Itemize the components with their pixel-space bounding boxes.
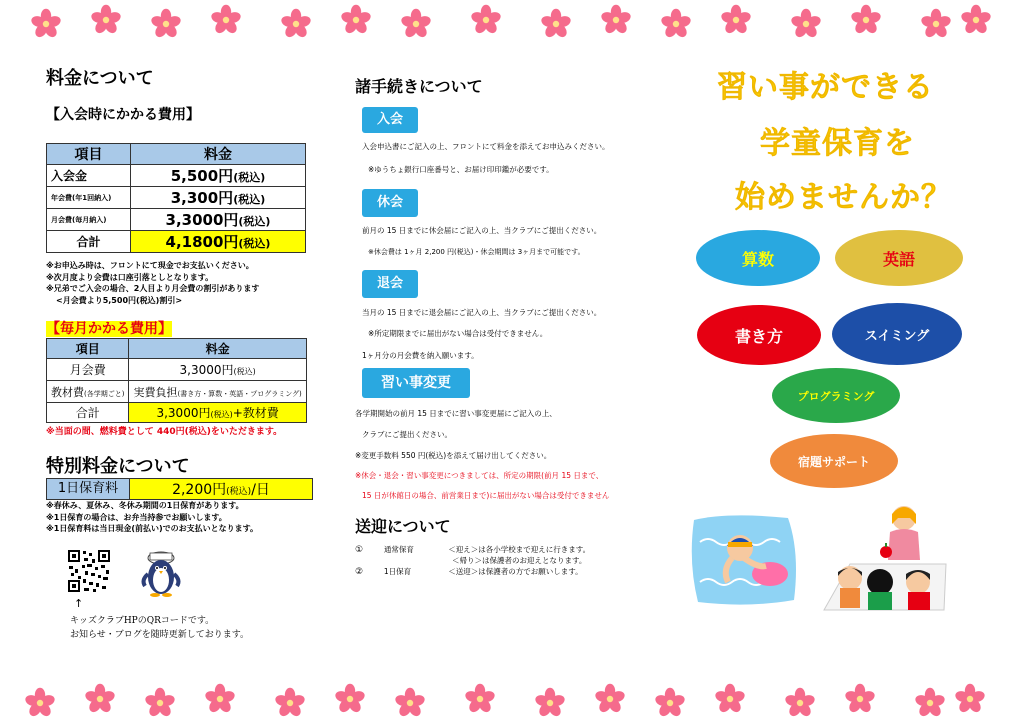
- table-header: 項目: [47, 339, 129, 359]
- classroom-teacher-illustration: [820, 500, 950, 612]
- cherry-blossom-icon: [850, 4, 882, 36]
- swimming-boy-illustration: [688, 512, 802, 608]
- cherry-blossom-icon: [144, 687, 176, 719]
- table-row: 月会費 3,3000円(税込): [47, 359, 307, 381]
- course-english: 英語: [835, 230, 963, 286]
- cherry-blossom-icon: [210, 4, 242, 36]
- cherry-blossom-icon: [720, 4, 752, 36]
- headline-line-2: 学童保育を: [760, 126, 915, 161]
- cherry-blossom-icon: [600, 4, 632, 36]
- cherry-blossom-icon: [920, 8, 952, 40]
- table-row: 月会費(毎月納入) 3,3000円(税込): [47, 209, 306, 231]
- procedures-title: 諸手続きについて: [355, 77, 483, 96]
- special-fee-tax: (税込): [226, 487, 252, 497]
- special-notes: ※春休み、夏休み、冬休み期間の1日保育があります。 ※1日保育の場合は、お弁当持参でお願いします。 ※1日保育料は当日現金(前払い)でのお支払いとなります。: [46, 501, 259, 533]
- special-fee-price: 2,200円: [172, 482, 227, 498]
- special-fee-title: 特別料金について: [46, 452, 186, 481]
- cherry-blossom-icon: [914, 687, 946, 719]
- withdraw-line-2: ※所定期限までに届出がない場合は受付できません。: [368, 329, 548, 338]
- table-row: 入会金 5,500円(税込): [47, 165, 306, 187]
- cherry-blossom-icon: [960, 4, 992, 36]
- course-math: 算数: [696, 230, 820, 286]
- cherry-blossom-icon: [340, 4, 372, 36]
- change-line-2: クラブにご提出ください。: [362, 430, 452, 439]
- change-line-3: ※変更手数料 550 円(税込)を添えて届け出してください。: [355, 451, 552, 460]
- table-header: 料金: [129, 339, 306, 359]
- course-swimming: スイミング: [832, 303, 962, 365]
- special-fee-unit: /日: [251, 482, 270, 498]
- qr-code[interactable]: [67, 549, 111, 593]
- cherry-blossom-icon: [400, 8, 432, 40]
- table-row: 合計 3,3000円(税込)+教材費: [47, 403, 307, 423]
- course-programming: プログラミング: [772, 368, 900, 423]
- join-line-2: ※ゆうちょ銀行口座番号と、お届け印印鑑が必要です。: [368, 165, 554, 174]
- entry-subtitle: 【入会時にかかる費用】: [46, 107, 200, 123]
- cherry-blossom-icon: [204, 683, 236, 715]
- penguin-mascot-image: [137, 546, 185, 598]
- cherry-blossom-icon: [150, 8, 182, 40]
- headline-line-3: 始めませんか？: [735, 180, 952, 215]
- suspend-line-1: 前月の 15 日までに休会届にご記入の上、当クラブにご提出ください。: [362, 226, 602, 235]
- table-header: 料金: [131, 144, 306, 165]
- top-flower-border: [0, 2, 1023, 42]
- tab-withdraw: 退会: [362, 270, 418, 298]
- special-fee-box: [46, 478, 313, 500]
- cherry-blossom-icon: [24, 687, 56, 719]
- pickup-row-2: ② 1日保育 ＜送迎＞は保護者の方でお願いします。: [355, 567, 583, 577]
- withdraw-line-1: 当月の 15 日までに退会届にご記入の上、当クラブにご提出ください。: [362, 308, 602, 317]
- cherry-blossom-icon: [594, 683, 626, 715]
- cherry-blossom-icon: [844, 683, 876, 715]
- join-line-1: 入会申込書にご記入の上、フロントにて料金を添えてお申込みください。: [362, 142, 610, 151]
- table-row: 年会費(年1回納入) 3,300円(税込): [47, 187, 306, 209]
- tab-lesson-change: 習い事変更: [362, 368, 470, 398]
- table-header: 項目: [47, 144, 131, 165]
- cherry-blossom-icon: [714, 683, 746, 715]
- monthly-fee-table: [46, 338, 307, 423]
- cherry-blossom-icon: [280, 8, 312, 40]
- qr-caption-1: キッズクラブHPのQRコードです。: [70, 616, 215, 626]
- tab-join: 入会: [362, 107, 418, 133]
- cherry-blossom-icon: [654, 687, 686, 719]
- bottom-flower-border: [0, 681, 1023, 721]
- monthly-subtitle: 【毎月かかる費用】: [46, 321, 172, 337]
- cherry-blossom-icon: [90, 4, 122, 36]
- entry-notes: ※お申込み時は、フロントにて現金でお支払いください。 ※次月度より会費は口座引落としとなります。 ※兄弟でご入会の場合、2人目より月会費の割引があります <月会費より5,500円(税込)割引>: [46, 261, 260, 305]
- pickup-row-1: ① 通常保育 ＜迎え＞は各小学校まで迎えに行きます。: [355, 545, 591, 555]
- pickup-row-1-line-2: ＜帰り＞は保護者のお迎えとなります。: [452, 556, 587, 565]
- table-row: 教材費(各学期ごと) 実費負担(書き方・算数・英語・プログラミング): [47, 381, 307, 403]
- change-red-note-2: 15 日が休館日の場合、前営業日まで)に届出がない場合は受付できません: [362, 491, 610, 500]
- entry-fee-table: [46, 143, 306, 253]
- cherry-blossom-icon: [334, 683, 366, 715]
- change-line-1: 各学期開始の前月 15 日までに習い事変更届にご記入の上、: [355, 409, 557, 418]
- cherry-blossom-icon: [784, 687, 816, 719]
- withdraw-line-3: 1ヶ月分の月会費を納入願います。: [362, 351, 479, 360]
- special-fee-label: 1日保育料: [47, 479, 130, 499]
- headline-line-1: 習い事ができる: [717, 70, 934, 105]
- pickup-title: 送迎について: [355, 517, 451, 536]
- cherry-blossom-icon: [30, 8, 62, 40]
- table-row: 合計 4,1800円(税込): [47, 231, 306, 253]
- change-red-note-1: ※休会・退会・習い事変更につきましては、所定の期限(前月 15 日まで、: [355, 471, 604, 480]
- qr-caption-2: お知らせ・ブログを随時更新しております。: [70, 630, 250, 640]
- suspend-line-2: ※休会費は 1ヶ月 2,200 円(税込)・休会期間は 3ヶ月まで可能です。: [368, 248, 585, 256]
- cherry-blossom-icon: [660, 8, 692, 40]
- cherry-blossom-icon: [394, 687, 426, 719]
- qr-arrow: ↑: [74, 597, 84, 610]
- course-writing: 書き方: [697, 305, 821, 365]
- cherry-blossom-icon: [540, 8, 572, 40]
- cherry-blossom-icon: [464, 683, 496, 715]
- monthly-note: ※当面の間、燃料費として 440円(税込)をいただきます。: [46, 427, 283, 437]
- cherry-blossom-icon: [534, 687, 566, 719]
- cherry-blossom-icon: [274, 687, 306, 719]
- fee-title: 料金について: [46, 68, 154, 89]
- cherry-blossom-icon: [790, 8, 822, 40]
- course-homework-support: 宿題サポート: [770, 434, 898, 488]
- tab-suspend: 休会: [362, 189, 418, 217]
- cherry-blossom-icon: [84, 683, 116, 715]
- cherry-blossom-icon: [470, 4, 502, 36]
- cherry-blossom-icon: [954, 683, 986, 715]
